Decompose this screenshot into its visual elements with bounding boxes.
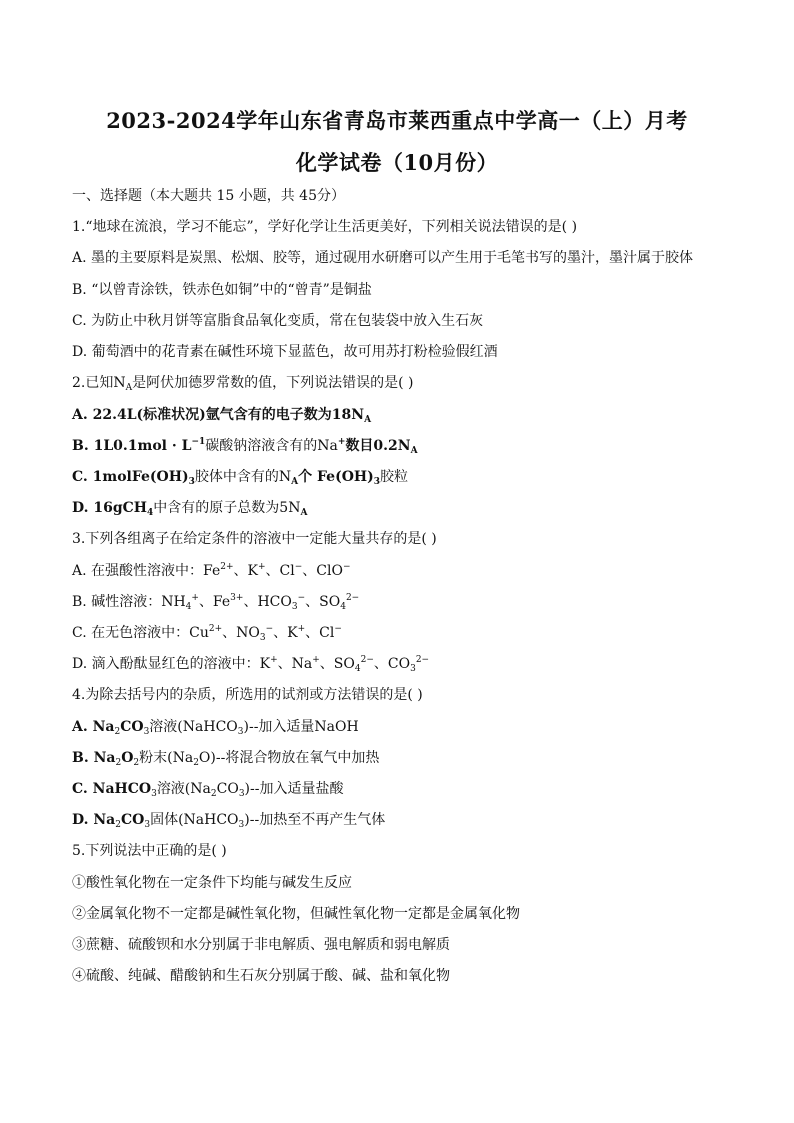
q4-stem: 4.为除去括号内的杂质，所选用的试剂或方法错误的是( ) bbox=[72, 687, 423, 703]
q3-option-b: B. 碱性溶液：$NH_4^+$、$Fe^{3+}$、$HCO_3^-$、$SO_4^{2-}$ bbox=[72, 593, 360, 612]
q3-option-c: C. 在无色溶液中：$Cu^{2+}$、$NO_3^-$、K+、Cl− bbox=[72, 624, 342, 643]
q5-statement-4: ④硫酸、纯碱、醋酸钠和生石灰分别属于酸、碱、盐和氧化物 bbox=[72, 968, 450, 984]
q1-stem: 1.“地球在流浪，学习不能忘”，学好化学让生活更美好，下列相关说法错误的是( ) bbox=[72, 219, 578, 235]
q2-stem: 2.已知$N_A$是阿伏加德罗常数的值，下列说法错误的是( ) bbox=[72, 375, 414, 393]
q1-option-b: B. “以曾青涂铁，铁赤色如铜”中的“曾青”是铜盐 bbox=[72, 282, 372, 298]
q5-statement-1: ①酸性氧化物在一定条件下均能与碱发生反应 bbox=[72, 875, 352, 891]
q3-stem: 3.下列各组离子在给定条件的溶液中一定能大量共存的是( ) bbox=[72, 531, 437, 547]
q3-option-a: A. 在强酸性溶液中：$Fe^{2+}$、K+、Cl−、ClO− bbox=[72, 562, 351, 579]
q5-stem: 5.下列说法中正确的是( ) bbox=[72, 843, 227, 859]
q5-statement-3: ③蔗糖、硫酸钡和水分别属于非电解质、强电解质和弱电解质 bbox=[72, 937, 450, 953]
q1-option-a: A. 墨的主要原料是炭黑、松烟、胶等，通过砚用水研磨可以产生用于毛笔书写的墨汁，墨汁属于胶体 bbox=[72, 250, 694, 266]
q2-option-c: C. $1molFe(OH)_3$胶体中含有的$N_A$个 $Fe(OH)_3$胶粒 bbox=[72, 469, 409, 487]
exam-title: 2023-2024学年山东省青岛市莱西重点中学高一（上）月考 bbox=[106, 108, 688, 133]
exam-subtitle: 化学试卷（10月份） bbox=[295, 150, 499, 175]
q4-option-a: A. $Na_2CO_3$溶液(NaHCO$_3$)--加入适量NaOH bbox=[72, 719, 359, 737]
q1-option-c: C. 为防止中秋月饼等富脂食品氧化变质，常在包装袋中放入生石灰 bbox=[72, 313, 484, 329]
section-heading: 一、选择题（本大题共 15 小题，共 45分） bbox=[72, 188, 345, 204]
q3-option-d: D. 滴入酚酞显红色的溶液中：K+、Na+、$SO_4^{2-}$、$CO_3^{2-}$ bbox=[72, 655, 430, 674]
q4-option-c: C. NaHCO$_3$溶液$(Na_2CO_3)--$加入适量盐酸 bbox=[72, 781, 344, 799]
q2-option-a: A. 22.4L(标准状况)氩气含有的电子数为$18N_A$ bbox=[72, 407, 372, 425]
q1-option-d: D. 葡萄酒中的花青素在碱性环境下显蓝色，故可用苏打粉检验假红酒 bbox=[72, 344, 498, 360]
q2-option-d: D. 16gCH$_4$中含有的原子总数为$5N_A$ bbox=[72, 500, 308, 518]
q5-statement-2: ②金属氧化物不一定都是碱性氧化物，但碱性氧化物一定都是金属氧化物 bbox=[72, 906, 520, 922]
q4-option-d: D. $Na_2CO_3$固体(NaHCO$_3$)--加热至不再产生气体 bbox=[72, 812, 386, 830]
q4-option-b: B. $Na_2O_2$粉末$(Na_2O)--$将混合物放在氧气中加热 bbox=[72, 750, 380, 768]
q2-option-b: B. $1L0.1mol \cdot L^{-1}$碳酸钠溶液含有的Na+数目$0.2N_A$ bbox=[72, 437, 418, 456]
